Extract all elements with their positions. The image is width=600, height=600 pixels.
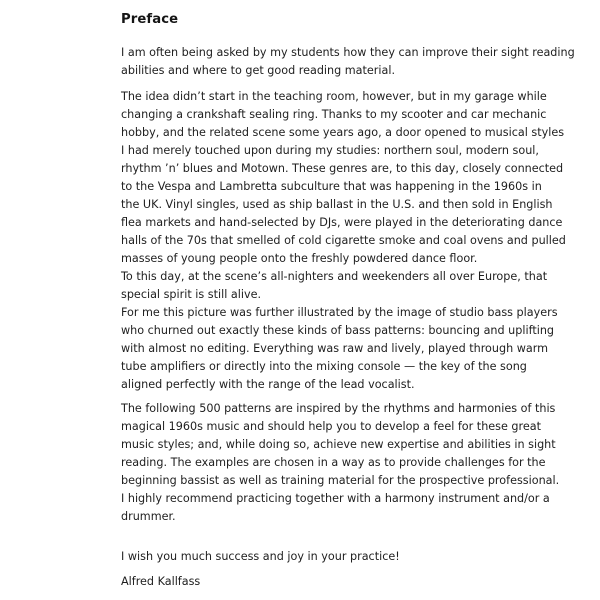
paragraph-4-line-4: reading. The examples are chosen in a way as to provide challenges for the: [121, 456, 546, 469]
paragraph-2-line-3: hobby, and the related scene some years ago, a door opened to musical styles: [121, 126, 565, 139]
paragraph-2-line-6: to the Vespa and Lambretta subculture that was happening in the 1960s in: [121, 180, 542, 193]
paragraph-2-line-7: the UK. Vinyl singles, used as ship ballast in the U.S. and then sold in English: [121, 198, 553, 211]
paragraph-2-line-11: To this day, at the scene’s all-nighters and weekenders all over Europe, that: [121, 270, 548, 283]
closing-line: I wish you much success and joy in your practice!: [121, 550, 400, 563]
page-title: Preface: [121, 12, 179, 27]
paragraph-2-line-1: The idea didn’t start in the teaching room, however, but in my garage while: [121, 90, 547, 103]
author-signature: Alfred Kallfass: [121, 575, 201, 588]
paragraph-2-line-4: I had merely touched upon during my studies: northern soul, modern soul,: [121, 144, 539, 157]
paragraph-2-line-9: halls of the 70s that smelled of cold cigarette smoke and coal ovens and pulled: [121, 234, 566, 247]
paragraph-4-line-2: magical 1960s music and should help you to develop a feel for these great: [121, 420, 542, 433]
paragraph-3-line-2: who churned out exactly these kinds of bass patterns: bouncing and uplifting: [121, 324, 555, 337]
paragraph-4-line-3: music styles; and, while doing so, achieve new expertise and abilities in sight: [121, 438, 556, 451]
paragraph-3-line-3: with almost no editing. Everything was raw and lively, played through warm: [121, 342, 549, 355]
paragraph-4-line-5: beginning bassist as well as training material for the prospective professional.: [121, 474, 560, 487]
paragraph-4-line-7: drummer.: [121, 510, 176, 523]
paragraph-4-line-1: The following 500 patterns are inspired by the rhythms and harmonies of this: [121, 402, 556, 415]
paragraph-2-line-8: flea markets and hand-selected by DJs, were played in the deteriorating dance: [121, 216, 563, 229]
paragraph-4-line-6: I highly recommend practicing together with a harmony instrument and/or a: [121, 492, 550, 505]
paragraph-2-line-10: masses of young people onto the freshly powdered dance floor.: [121, 252, 478, 265]
paragraph-3-line-5: aligned perfectly with the range of the lead vocalist.: [121, 378, 415, 391]
paragraph-1-line-2: abilities and where to get good reading material.: [121, 64, 396, 77]
paragraph-1-line-1: I am often being asked by my students how they can improve their sight reading: [121, 46, 575, 59]
paragraph-2-line-5: rhythm ’n’ blues and Motown. These genres are, to this day, closely connected: [121, 162, 564, 175]
paragraph-3-line-4: tube amplifiers or directly into the mixing console — the key of the song: [121, 360, 527, 373]
paragraph-2-line-2: changing a crankshaft sealing ring. Thanks to my scooter and car mechanic: [121, 108, 547, 121]
paragraph-2-line-12: special spirit is still alive.: [121, 288, 262, 301]
paragraph-3-line-1: For me this picture was further illustrated by the image of studio bass players: [121, 306, 558, 319]
